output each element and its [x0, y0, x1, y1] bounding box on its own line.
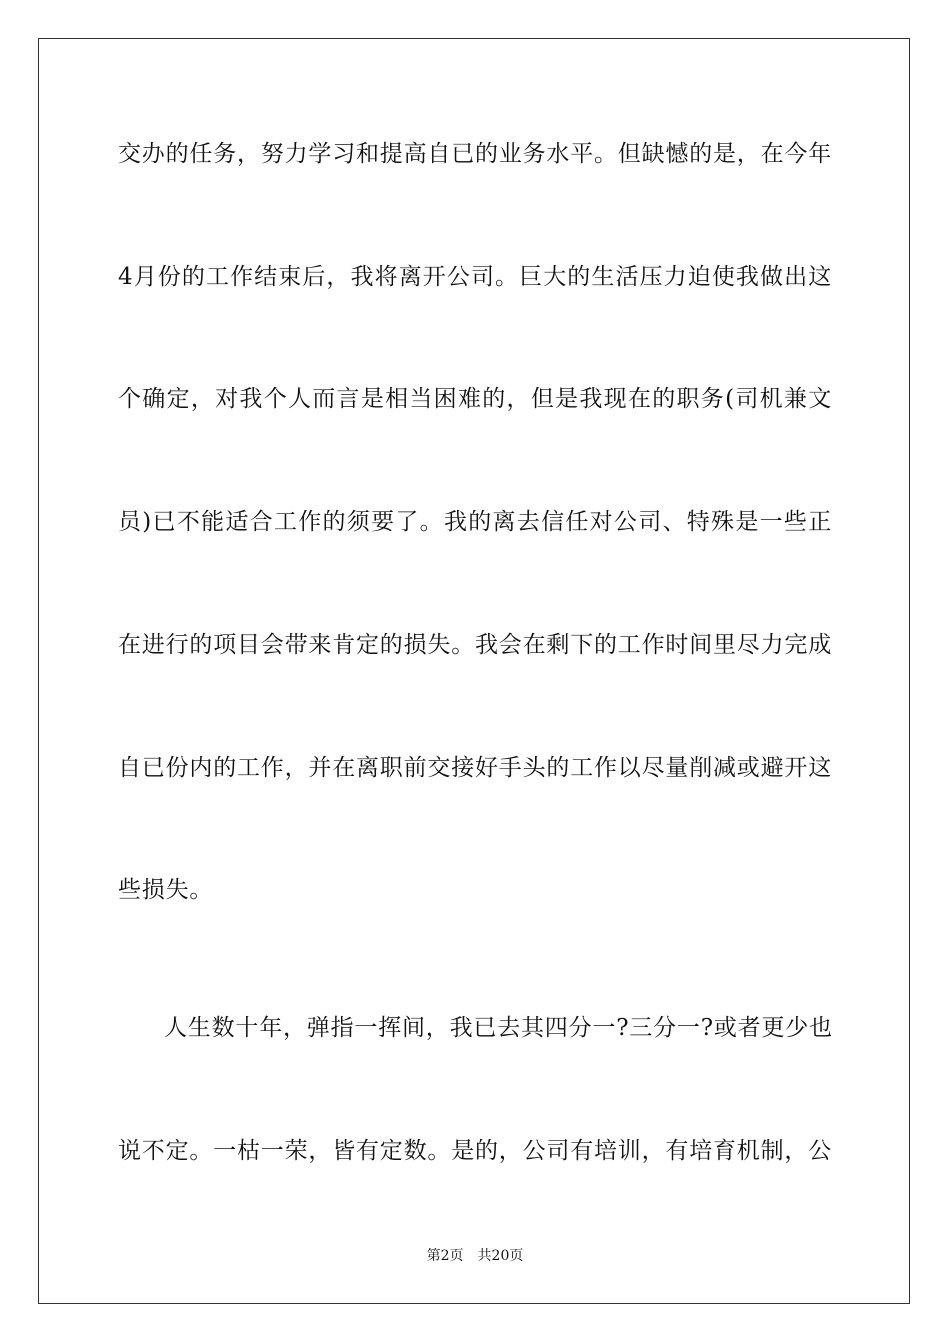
body-text-line: 个确定，对我个人而言是相当困难的，但是我现在的职务(司机兼文 — [118, 386, 832, 412]
body-text-line: 4月份的工作结束后，我将离开公司。巨大的生活压力迫使我做出这 — [118, 264, 832, 290]
body-text-line: 自已份内的工作，并在离职前交接好手头的工作以尽量削减或避开这 — [118, 755, 832, 781]
paragraph-first-line: 人生数十年，弹指一挥间，我已去其四分一?三分一?或者更少也 — [164, 1015, 833, 1041]
body-text-line: 些损失。 — [118, 877, 214, 903]
page-number-current: 第2页 — [426, 1248, 464, 1264]
page-border — [38, 38, 910, 1304]
page-footer — [0, 1246, 950, 1266]
body-text-line: 员)已不能适合工作的须要了。我的离去信任对公司、特殊是一些正 — [118, 509, 832, 535]
body-text-line: 在进行的项目会带来肯定的损失。我会在剩下的工作时间里尽力完成 — [118, 632, 832, 658]
page-number-total: 共20页 — [477, 1248, 524, 1264]
body-text-line: 说不定。一枯一荣，皆有定数。是的，公司有培训，有培育机制，公 — [118, 1138, 832, 1164]
body-text-line: 交办的任务，努力学习和提高自已的业务水平。但缺憾的是，在今年 — [118, 141, 832, 167]
